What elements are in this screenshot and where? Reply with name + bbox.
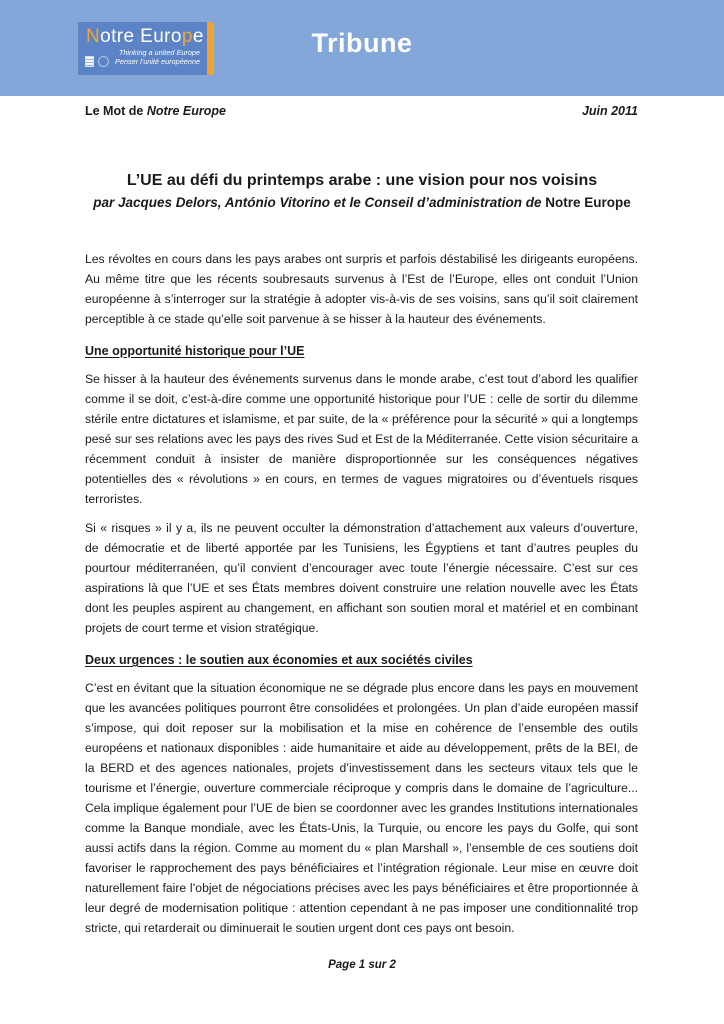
title-block (0, 171, 724, 211)
byline-brand: Notre Europe (545, 195, 631, 210)
logo-letter-accent: p (181, 26, 193, 47)
rubric-brand: Notre Europe (146, 104, 226, 118)
article-body (0, 249, 724, 938)
banner-title: Tribune (311, 28, 413, 58)
issue-date: Juin 2011 (581, 104, 638, 118)
subheader-row (0, 104, 724, 119)
logo-letters: e (192, 26, 204, 47)
section-heading: Une opportunité historique pour l’UE (85, 344, 305, 358)
logo-tagline-line2: Penser l'unité européenne (115, 57, 200, 66)
paragraph: Si « risques » il y a, ils ne peuvent occulter la démonstration d’attachement aux valeurs d’ouverture, de démocratie et de liberté apportée par les Tunisiens, les Égyptiens et tant d’autres peuples du pourtour méditerranéen, qu’il convient d’encourager avec toute l’énergie nécessaire. C’est sur ces aspirations là que l’UE et ses États membres doivent construire une relation nouvelle avec les États dont les peuples aspirent au changement, en affichant son soutien moral et matériel et en combinant projets de court terme et vision stratégique. (85, 521, 638, 635)
page-number: Page 1 sur 2 (328, 959, 396, 971)
byline-authors: par Jacques Delors, António Vitorino et le Conseil d’administration de (93, 195, 546, 210)
article-byline (0, 194, 724, 211)
rubric-label (85, 104, 226, 119)
paragraph: C’est en évitant que la situation économique ne se dégrade plus encore dans les pays en mouvement que les avancées politiques pourront être consolidées et prolongées. Un plan d’aide européen massif s’impose, qui doit reposer sur la mobilisation et la mise en cohérence de l’ensemble des outils européens et nationaux disponibles : aide humanitaire et aide au développement, prêts de la BEI, de la BERD et des agences nationales, projets d’investissement dans les secteurs vitaux tels que le tourisme et l’énergie, ouverture commerciale réciproque y compris dans le domaine de l’agriculture... Cela implique également pour l’UE de bien se coordonner avec les grandes Institutions internationales comme la Banque mondiale, avec les États-Unis, la Turquie, ou encore les pays du Golfe, qui sont aussi actifs dans la région. Comme au moment du « plan Marshall », l’ensemble de ces soutiens doit favoriser le rapprochement des pays bénéficiaires et l’intégration régionale. Leur mise en œuvre doit naturellement faire l’objet de négociations précises avec les pays bénéficiaires et être proportionnée à leur degré de modernisation politique : attention cependant à ne pas imposer une conditionnalité trop stricte, qui retarderait ou diminuerait le soutien urgent dont ces pays ont besoin. (85, 681, 638, 935)
article-title: L’UE au défi du printemps arabe : une vision pour nos voisins (126, 172, 598, 189)
section-heading: Deux urgences : le soutien aux économies et aux sociétés civiles (85, 653, 473, 667)
paragraph: Les révoltes en cours dans les pays arabes ont surpris et parfois déstabilisé les dirigeants européens. Au même titre que les récents soubresauts survenus à l’Est de l’Europe, elles ont conduit l’Union européenne à s’interroger sur la stratégie à adopter vis-à-vis de ses voisins, sans qu’il soit clairement perceptible à ce stade qu’elle soit parvenue à se hisser à la hauteur des événements. (85, 252, 638, 326)
rubric-label-text: Le Mot de (85, 104, 147, 118)
logo-letter-accent: N (86, 26, 101, 47)
header-banner (0, 0, 724, 96)
paragraph: Se hisser à la hauteur des événements survenus dans le monde arabe, c’est tout d’abord les qualifier comme il se doit, c’est-à-dire comme une opportunité historique pour l’UE : celle de sortir du dilemme stérile entre dictatures et islamisme, et par suite, de la « préférence pour la sécurité » qui a longtemps pesé sur ses relations avec les pays des rives Sud et Est de la Méditerranée. Cette vision sécuritaire a récemment conduit à insister de manière disproportionnée sur les conséquences négatives potentielles des « révolutions » en cours, en termes de vagues migratoires ou d’éventuels risques terroristes. (85, 372, 638, 506)
logo-letters: otre Euro (100, 26, 182, 47)
logo-tagline-line1: Thinking a united Europe (118, 48, 200, 57)
